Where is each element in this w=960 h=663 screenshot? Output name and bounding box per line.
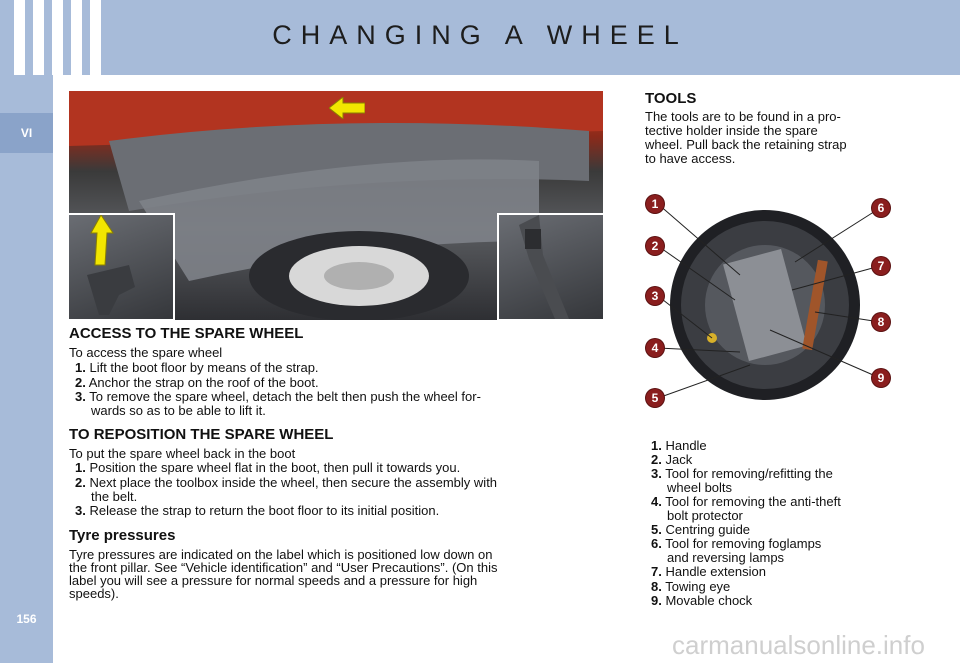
arrow-up-icon (69, 215, 173, 319)
reposition-step: 3. Release the strap to return the boot floor to its initial position. (75, 503, 440, 518)
reposition-step-cont: the belt. (91, 489, 138, 504)
chapter-tab: VI (0, 113, 53, 153)
legend-item: 6. Tool for removing foglamps (651, 536, 822, 551)
callout-6: 6 (872, 199, 890, 217)
tyre-line: Tyre pressures are indicated on the label which is positioned low down on (69, 547, 493, 562)
access-intro: To access the spare wheel (69, 345, 223, 360)
legend-item: 4. Tool for removing the anti-theft (651, 494, 841, 509)
callout-7: 7 (872, 257, 890, 275)
callout-2: 2 (646, 237, 664, 255)
strap-inset-photo (67, 213, 175, 321)
access-heading: ACCESS TO THE SPARE WHEEL (69, 325, 304, 342)
access-step-cont: wards so as to be able to lift it. (91, 403, 266, 418)
access-step: 1. Lift the boot floor by means of the strap. (75, 360, 319, 375)
watermark: carmanualsonline.info (672, 630, 925, 660)
legend-item: 5. Centring guide (651, 522, 751, 537)
legend-item-cont: bolt protector (667, 508, 743, 523)
legend-item: 7. Handle extension (651, 564, 766, 579)
callout-4: 4 (646, 339, 664, 357)
toolkit-diagram (640, 190, 900, 420)
legend-item-cont: wheel bolts (667, 480, 733, 495)
reposition-step: 2. Next place the toolbox inside the wheel, then secure the assembly with (75, 475, 498, 490)
tools-line: tective holder inside the spare (645, 123, 818, 138)
reposition-intro: To put the spare wheel back in the boot (69, 446, 296, 461)
belt-illustration (499, 215, 603, 319)
tyre-line: speeds). (69, 586, 119, 601)
page-number: 156 (16, 612, 37, 626)
access-step: 3. To remove the spare wheel, detach the belt then push the wheel for- (75, 389, 481, 404)
callout-3: 3 (646, 287, 664, 305)
sidebar (0, 75, 53, 663)
legend-item: 3. Tool for removing/refitting the (651, 466, 833, 481)
tools-line: wheel. Pull back the retaining strap (645, 137, 847, 152)
page-title: CHANGING A WHEEL (272, 20, 688, 50)
arrow-left-icon (329, 97, 365, 119)
tools-heading: TOOLS (645, 90, 697, 107)
header-stripe (52, 0, 63, 75)
header-stripe (14, 0, 25, 75)
header-stripe (33, 0, 44, 75)
tyre-line: the front pillar. See “Vehicle identification” and “User Precautions”. (On this (69, 560, 498, 575)
tyre-heading: Tyre pressures (69, 527, 176, 544)
tyre-line: label you will see a pressure for normal speeds and a pressure for high (69, 573, 478, 588)
page-header (0, 0, 960, 75)
belt-inset-photo (497, 213, 605, 321)
header-stripe (71, 0, 82, 75)
callout-5: 5 (646, 389, 664, 407)
legend-item: 1. Handle (651, 438, 707, 453)
callout-9: 9 (872, 369, 890, 387)
access-step: 2. Anchor the strap on the roof of the boot. (75, 375, 319, 390)
tools-line: to have access. (645, 151, 736, 166)
reposition-step: 1. Position the spare wheel flat in the boot, then pull it towards you. (75, 460, 461, 475)
callout-8: 8 (872, 313, 890, 331)
tools-line: The tools are to be found in a pro- (645, 109, 841, 124)
callout-1: 1 (646, 195, 664, 213)
legend-item-cont: and reversing lamps (667, 550, 785, 565)
header-stripe (90, 0, 101, 75)
legend-item: 8. Towing eye (651, 579, 731, 594)
legend-item: 9. Movable chock (651, 593, 753, 608)
legend-item: 2. Jack (651, 452, 693, 467)
reposition-heading: TO REPOSITION THE SPARE WHEEL (69, 426, 334, 443)
